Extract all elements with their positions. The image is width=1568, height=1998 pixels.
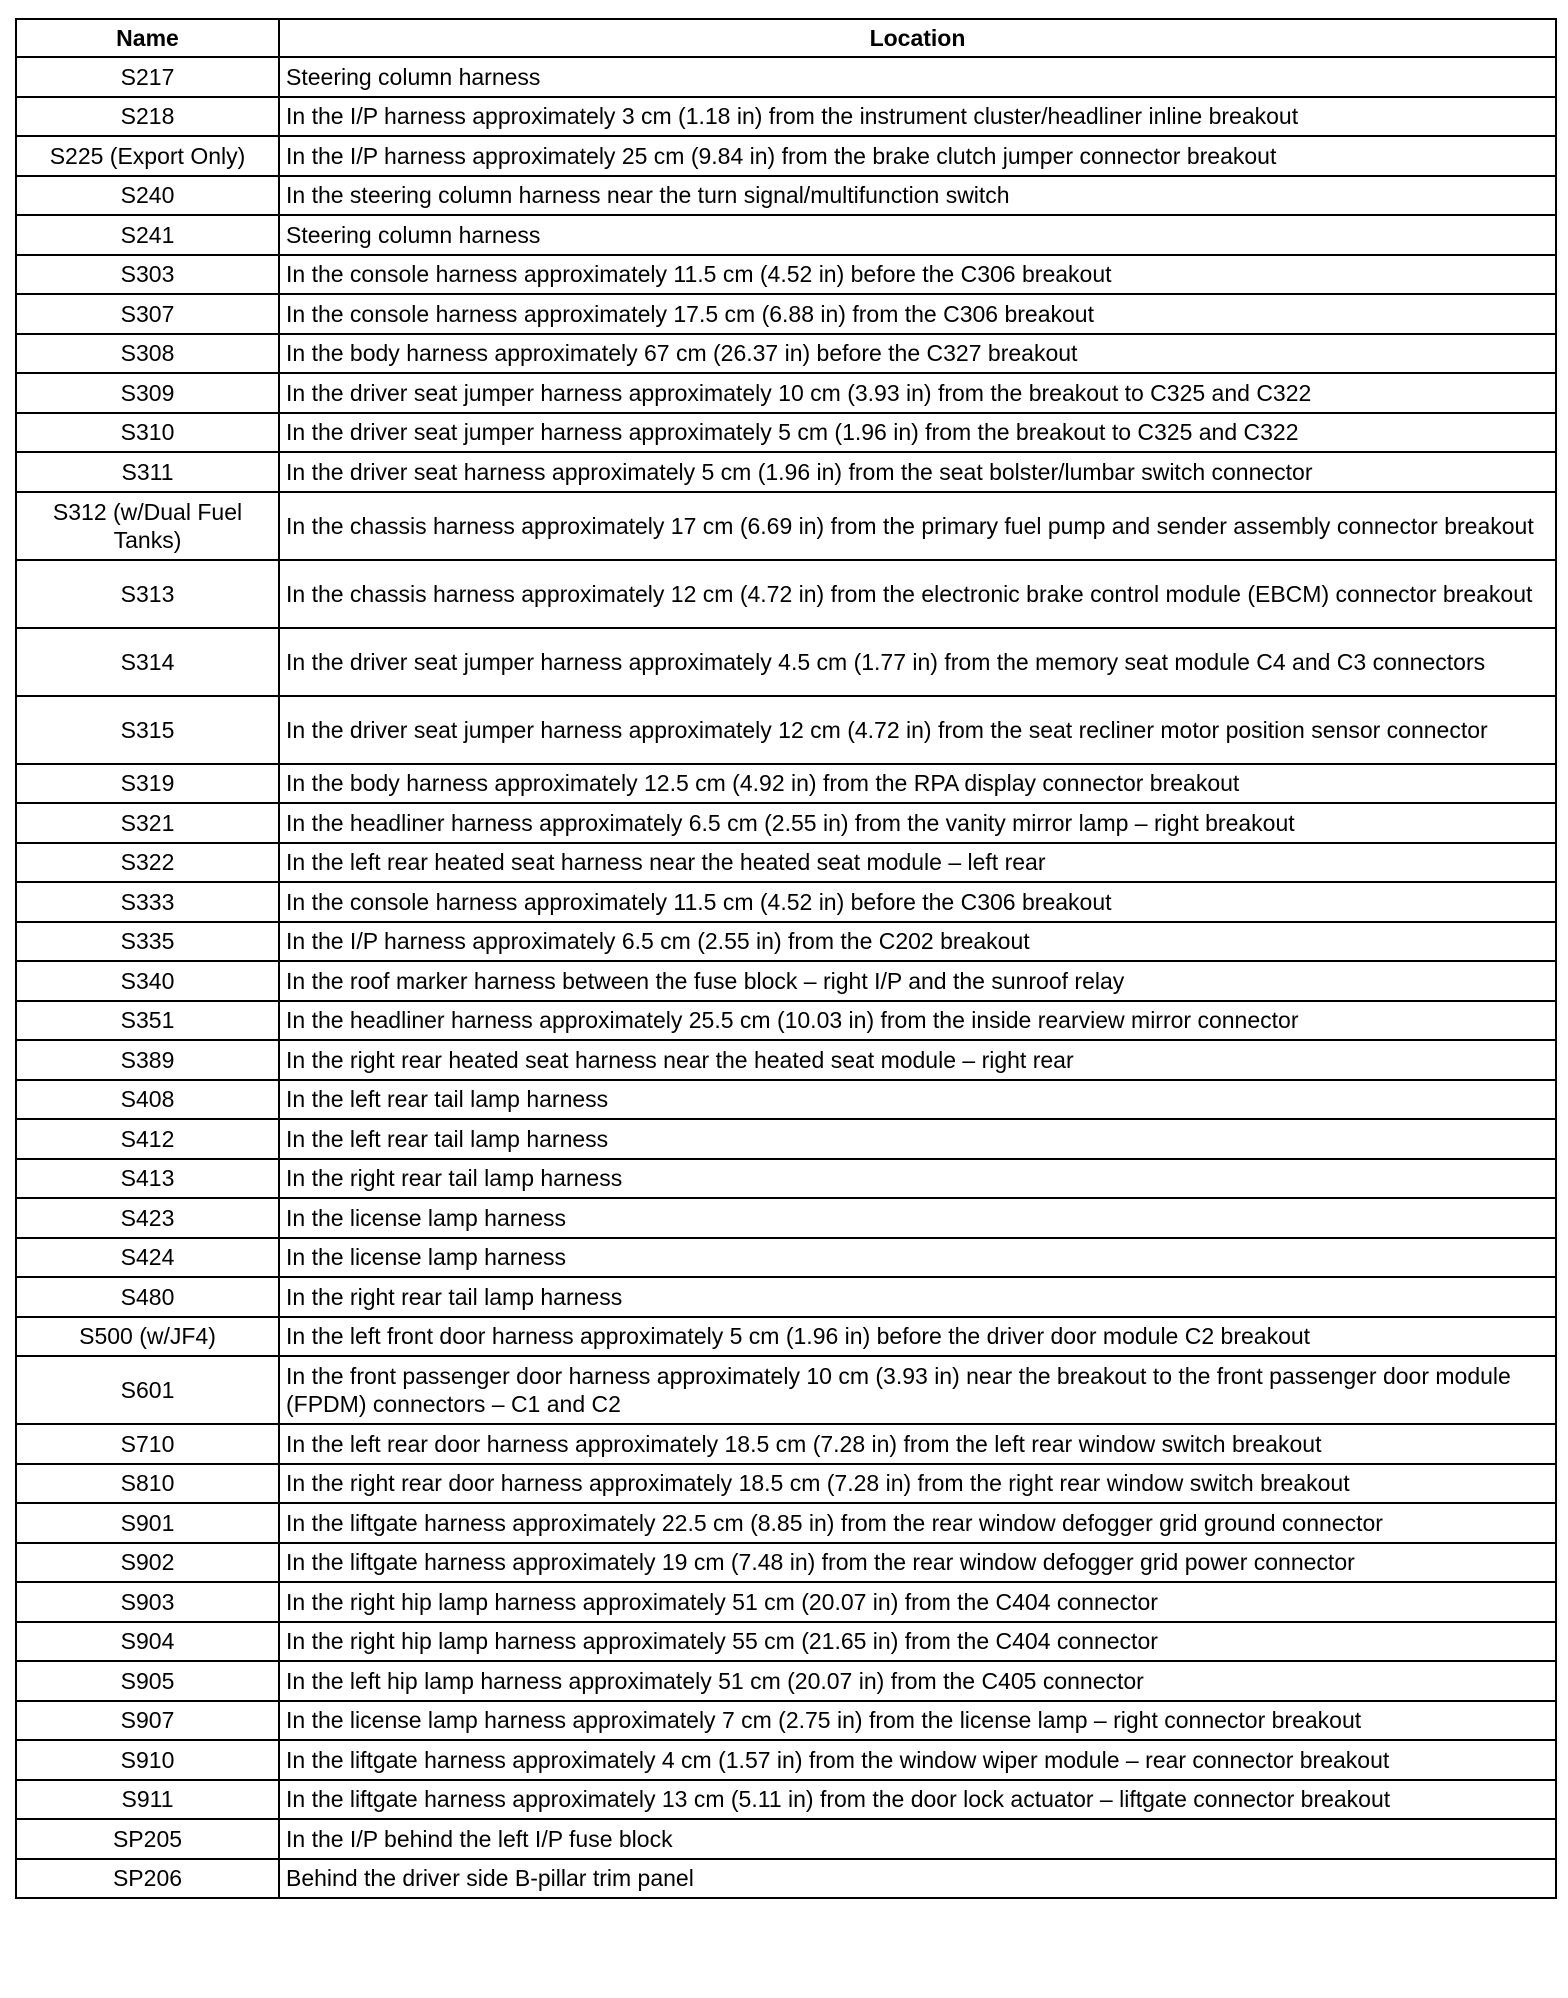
splice-name-cell: S321 <box>16 803 279 843</box>
splice-location-cell: In the right rear heated seat harness near the heated seat module – right rear <box>279 1040 1556 1080</box>
splice-name-cell: S303 <box>16 255 279 295</box>
table-row <box>16 1701 1556 1741</box>
splice-name-cell: S904 <box>16 1622 279 1662</box>
splice-location-cell: In the front passenger door harness approximately 10 cm (3.93 in) near the breakout to the front passenger door module (FPDM) connectors – C1 and C2 <box>279 1356 1556 1424</box>
table-row <box>16 373 1556 413</box>
splice-name-cell: S308 <box>16 334 279 374</box>
splice-location-cell: In the I/P harness approximately 6.5 cm (2.55 in) from the C202 breakout <box>279 922 1556 962</box>
splice-name-cell: SP205 <box>16 1819 279 1859</box>
splice-name-cell: S313 <box>16 560 279 628</box>
table-row <box>16 1277 1556 1317</box>
splice-name-cell: S315 <box>16 696 279 764</box>
table-row <box>16 492 1556 560</box>
splice-location-cell: In the driver seat jumper harness approximately 4.5 cm (1.77 in) from the memory seat module C4 and C3 connectors <box>279 628 1556 696</box>
splice-name-cell: S907 <box>16 1701 279 1741</box>
splice-location-cell: Behind the driver side B-pillar trim panel <box>279 1859 1556 1899</box>
splice-location-cell: In the headliner harness approximately 6.5 cm (2.55 in) from the vanity mirror lamp – right breakout <box>279 803 1556 843</box>
splice-name-cell: S314 <box>16 628 279 696</box>
splice-location-cell: In the license lamp harness approximately 7 cm (2.75 in) from the license lamp – right connector breakout <box>279 1701 1556 1741</box>
splice-location-cell: In the headliner harness approximately 25.5 cm (10.03 in) from the inside rearview mirror connector <box>279 1001 1556 1041</box>
splice-name-cell: S312 (w/Dual Fuel Tanks) <box>16 492 279 560</box>
table-row <box>16 452 1556 492</box>
splice-location-cell: In the console harness approximately 17.5 cm (6.88 in) from the C306 breakout <box>279 294 1556 334</box>
splice-location-cell: In the steering column harness near the turn signal/multifunction switch <box>279 176 1556 216</box>
splice-location-cell: In the right rear tail lamp harness <box>279 1277 1556 1317</box>
splice-location-cell: In the body harness approximately 67 cm (26.37 in) before the C327 breakout <box>279 334 1556 374</box>
column-header-location: Location <box>279 19 1556 57</box>
splice-name-cell: S902 <box>16 1543 279 1583</box>
splice-name-cell: S408 <box>16 1080 279 1120</box>
table-row <box>16 1001 1556 1041</box>
table-row <box>16 1503 1556 1543</box>
splice-location-cell: In the body harness approximately 12.5 cm (4.92 in) from the RPA display connector breakout <box>279 764 1556 804</box>
splice-name-cell: S218 <box>16 97 279 137</box>
table-row <box>16 882 1556 922</box>
splice-location-cell: In the left rear tail lamp harness <box>279 1119 1556 1159</box>
splice-location-cell: In the driver seat jumper harness approximately 10 cm (3.93 in) from the breakout to C325 and C322 <box>279 373 1556 413</box>
splice-name-cell: S901 <box>16 1503 279 1543</box>
splice-name-cell: S351 <box>16 1001 279 1041</box>
splice-name-cell: S601 <box>16 1356 279 1424</box>
splice-location-cell: In the I/P harness approximately 3 cm (1.18 in) from the instrument cluster/headliner inline breakout <box>279 97 1556 137</box>
table-row <box>16 922 1556 962</box>
table-row <box>16 1464 1556 1504</box>
table-row <box>16 1119 1556 1159</box>
splice-location-cell: In the chassis harness approximately 12 cm (4.72 in) from the electronic brake control module (EBCM) connector breakout <box>279 560 1556 628</box>
splice-name-cell: S903 <box>16 1582 279 1622</box>
splice-location-cell: In the driver seat jumper harness approximately 5 cm (1.96 in) from the breakout to C325 and C322 <box>279 413 1556 453</box>
splice-location-cell: In the I/P behind the left I/P fuse block <box>279 1819 1556 1859</box>
table-row <box>16 136 1556 176</box>
table-row <box>16 1159 1556 1199</box>
splice-name-cell: S423 <box>16 1198 279 1238</box>
splice-name-cell: S905 <box>16 1661 279 1701</box>
table-row <box>16 1780 1556 1820</box>
splice-location-cell: In the I/P harness approximately 25 cm (9.84 in) from the brake clutch jumper connector breakout <box>279 136 1556 176</box>
splice-name-cell: S322 <box>16 843 279 883</box>
table-row <box>16 176 1556 216</box>
splice-name-cell: S307 <box>16 294 279 334</box>
splice-name-cell: S710 <box>16 1424 279 1464</box>
splice-location-cell: In the liftgate harness approximately 19 cm (7.48 in) from the rear window defogger grid power connector <box>279 1543 1556 1583</box>
splice-location-cell: In the license lamp harness <box>279 1198 1556 1238</box>
splice-name-cell: S412 <box>16 1119 279 1159</box>
splice-location-cell: In the license lamp harness <box>279 1238 1556 1278</box>
table-row <box>16 334 1556 374</box>
splice-name-cell: S340 <box>16 961 279 1001</box>
splice-name-cell: S424 <box>16 1238 279 1278</box>
splice-location-cell: In the driver seat harness approximately 5 cm (1.96 in) from the seat bolster/lumbar switch connector <box>279 452 1556 492</box>
table-row <box>16 1317 1556 1357</box>
splice-location-cell: In the liftgate harness approximately 22.5 cm (8.85 in) from the rear window defogger grid ground connector <box>279 1503 1556 1543</box>
table-row <box>16 1198 1556 1238</box>
table-row <box>16 1080 1556 1120</box>
table-row <box>16 961 1556 1001</box>
splice-name-cell: S500 (w/JF4) <box>16 1317 279 1357</box>
table-header-row <box>16 19 1556 57</box>
table-row <box>16 413 1556 453</box>
splice-location-cell: In the console harness approximately 11.5 cm (4.52 in) before the C306 breakout <box>279 882 1556 922</box>
splice-location-cell: In the right hip lamp harness approximately 51 cm (20.07 in) from the C404 connector <box>279 1582 1556 1622</box>
column-header-name: Name <box>16 19 279 57</box>
splice-location-cell: In the left rear heated seat harness near the heated seat module – left rear <box>279 843 1556 883</box>
splice-name-cell: S311 <box>16 452 279 492</box>
table-row <box>16 1661 1556 1701</box>
splice-name-cell: S910 <box>16 1740 279 1780</box>
splice-location-table <box>15 18 1557 1899</box>
splice-name-cell: S310 <box>16 413 279 453</box>
table-row <box>16 294 1556 334</box>
splice-name-cell: S319 <box>16 764 279 804</box>
table-row <box>16 696 1556 764</box>
table-row <box>16 1859 1556 1899</box>
table-row <box>16 843 1556 883</box>
table-body <box>16 57 1556 1898</box>
splice-location-cell: In the liftgate harness approximately 13 cm (5.11 in) from the door lock actuator – liftgate connector breakout <box>279 1780 1556 1820</box>
splice-location-cell: In the right rear door harness approximately 18.5 cm (7.28 in) from the right rear window switch breakout <box>279 1464 1556 1504</box>
splice-name-cell: S911 <box>16 1780 279 1820</box>
splice-name-cell: S335 <box>16 922 279 962</box>
table-row <box>16 1356 1556 1424</box>
splice-name-cell: S225 (Export Only) <box>16 136 279 176</box>
splice-location-cell: In the roof marker harness between the fuse block – right I/P and the sunroof relay <box>279 961 1556 1001</box>
splice-location-cell: In the left rear door harness approximately 18.5 cm (7.28 in) from the left rear window switch breakout <box>279 1424 1556 1464</box>
table-row <box>16 628 1556 696</box>
table-row <box>16 803 1556 843</box>
splice-name-cell: S413 <box>16 1159 279 1199</box>
splice-location-cell: In the driver seat jumper harness approximately 12 cm (4.72 in) from the seat recliner motor position sensor connector <box>279 696 1556 764</box>
splice-location-cell: In the left hip lamp harness approximately 51 cm (20.07 in) from the C405 connector <box>279 1661 1556 1701</box>
table-row <box>16 1740 1556 1780</box>
splice-name-cell: S240 <box>16 176 279 216</box>
splice-name-cell: SP206 <box>16 1859 279 1899</box>
splice-location-cell: In the right hip lamp harness approximately 55 cm (21.65 in) from the C404 connector <box>279 1622 1556 1662</box>
splice-location-cell: In the left rear tail lamp harness <box>279 1080 1556 1120</box>
table-row <box>16 1543 1556 1583</box>
table-row <box>16 560 1556 628</box>
splice-name-cell: S333 <box>16 882 279 922</box>
splice-location-cell: In the liftgate harness approximately 4 cm (1.57 in) from the window wiper module – rear connector breakout <box>279 1740 1556 1780</box>
splice-location-cell: In the chassis harness approximately 17 cm (6.69 in) from the primary fuel pump and sender assembly connector breakout <box>279 492 1556 560</box>
table-row <box>16 57 1556 97</box>
table-row <box>16 1582 1556 1622</box>
splice-location-cell: In the right rear tail lamp harness <box>279 1159 1556 1199</box>
splice-location-table-container <box>15 18 1555 1899</box>
table-row <box>16 1622 1556 1662</box>
splice-name-cell: S389 <box>16 1040 279 1080</box>
table-row <box>16 764 1556 804</box>
splice-name-cell: S309 <box>16 373 279 413</box>
splice-location-cell: In the left front door harness approximately 5 cm (1.96 in) before the driver door module C2 breakout <box>279 1317 1556 1357</box>
table-row <box>16 1424 1556 1464</box>
splice-name-cell: S810 <box>16 1464 279 1504</box>
table-row <box>16 1040 1556 1080</box>
splice-name-cell: S217 <box>16 57 279 97</box>
splice-name-cell: S480 <box>16 1277 279 1317</box>
splice-location-cell: In the console harness approximately 11.5 cm (4.52 in) before the C306 breakout <box>279 255 1556 295</box>
table-row <box>16 1819 1556 1859</box>
splice-location-cell: Steering column harness <box>279 215 1556 255</box>
splice-location-cell: Steering column harness <box>279 57 1556 97</box>
table-row <box>16 1238 1556 1278</box>
splice-name-cell: S241 <box>16 215 279 255</box>
table-row <box>16 215 1556 255</box>
table-row <box>16 255 1556 295</box>
table-row <box>16 97 1556 137</box>
